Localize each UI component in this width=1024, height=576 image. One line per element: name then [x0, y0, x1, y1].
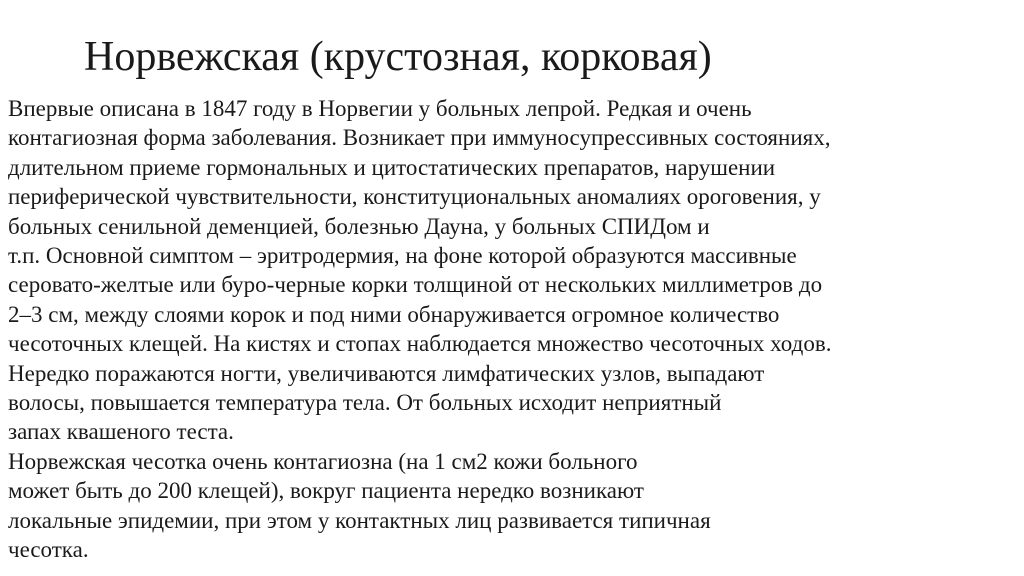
- body-line: чесотка.: [8, 537, 89, 563]
- slide-body-text: [8, 94, 1020, 565]
- body-line: Норвежская чесотка очень контагиозна (на 1 см2 кожи больного: [8, 448, 638, 474]
- body-line: волосы, повышается температура тела. От больных исходит неприятный: [8, 390, 722, 416]
- body-line: чесоточных клещей. На кистях и стопах наблюдается множество чесоточных ходов.: [8, 331, 832, 357]
- body-line: Впервые описана в 1847 году в Норвегии у больных лепрой. Редкая и очень: [8, 96, 752, 121]
- body-line: т.п. Основной симптом – эритродермия, на фоне которой образуются массивные: [8, 243, 797, 269]
- body-line: контагиозная форма заболевания. Возникает при иммуносупрессивных состояниях,: [8, 125, 831, 151]
- body-line: может быть до 200 клещей), вокруг пациента нередко возникают: [8, 478, 644, 504]
- body-line: Нередко поражаются ногти, увеличиваются лимфатических узлов, выпадают: [8, 360, 765, 386]
- body-line: больных сенильной деменцией, болезнью Дауна, у больных СПИДом и: [8, 213, 710, 239]
- body-line: 2–3 см, между слоями корок и под ними обнаруживается огромное количество: [8, 301, 780, 327]
- body-line: серовато-желтые или буро-черные корки толщиной от нескольких миллиметров до: [8, 272, 823, 298]
- body-line: периферической чувствительности, конституциональных аномалиях ороговения, у: [8, 184, 821, 210]
- slide-title: Норвежская (крустозная, корковая): [84, 34, 712, 80]
- body-line: запах квашеного теста.: [8, 419, 234, 445]
- body-line: длительном приеме гормональных и цитостатических препаратов, нарушении: [8, 154, 776, 180]
- body-line: локальные эпидемии, при этом у контактных лиц развивается типичная: [8, 507, 711, 533]
